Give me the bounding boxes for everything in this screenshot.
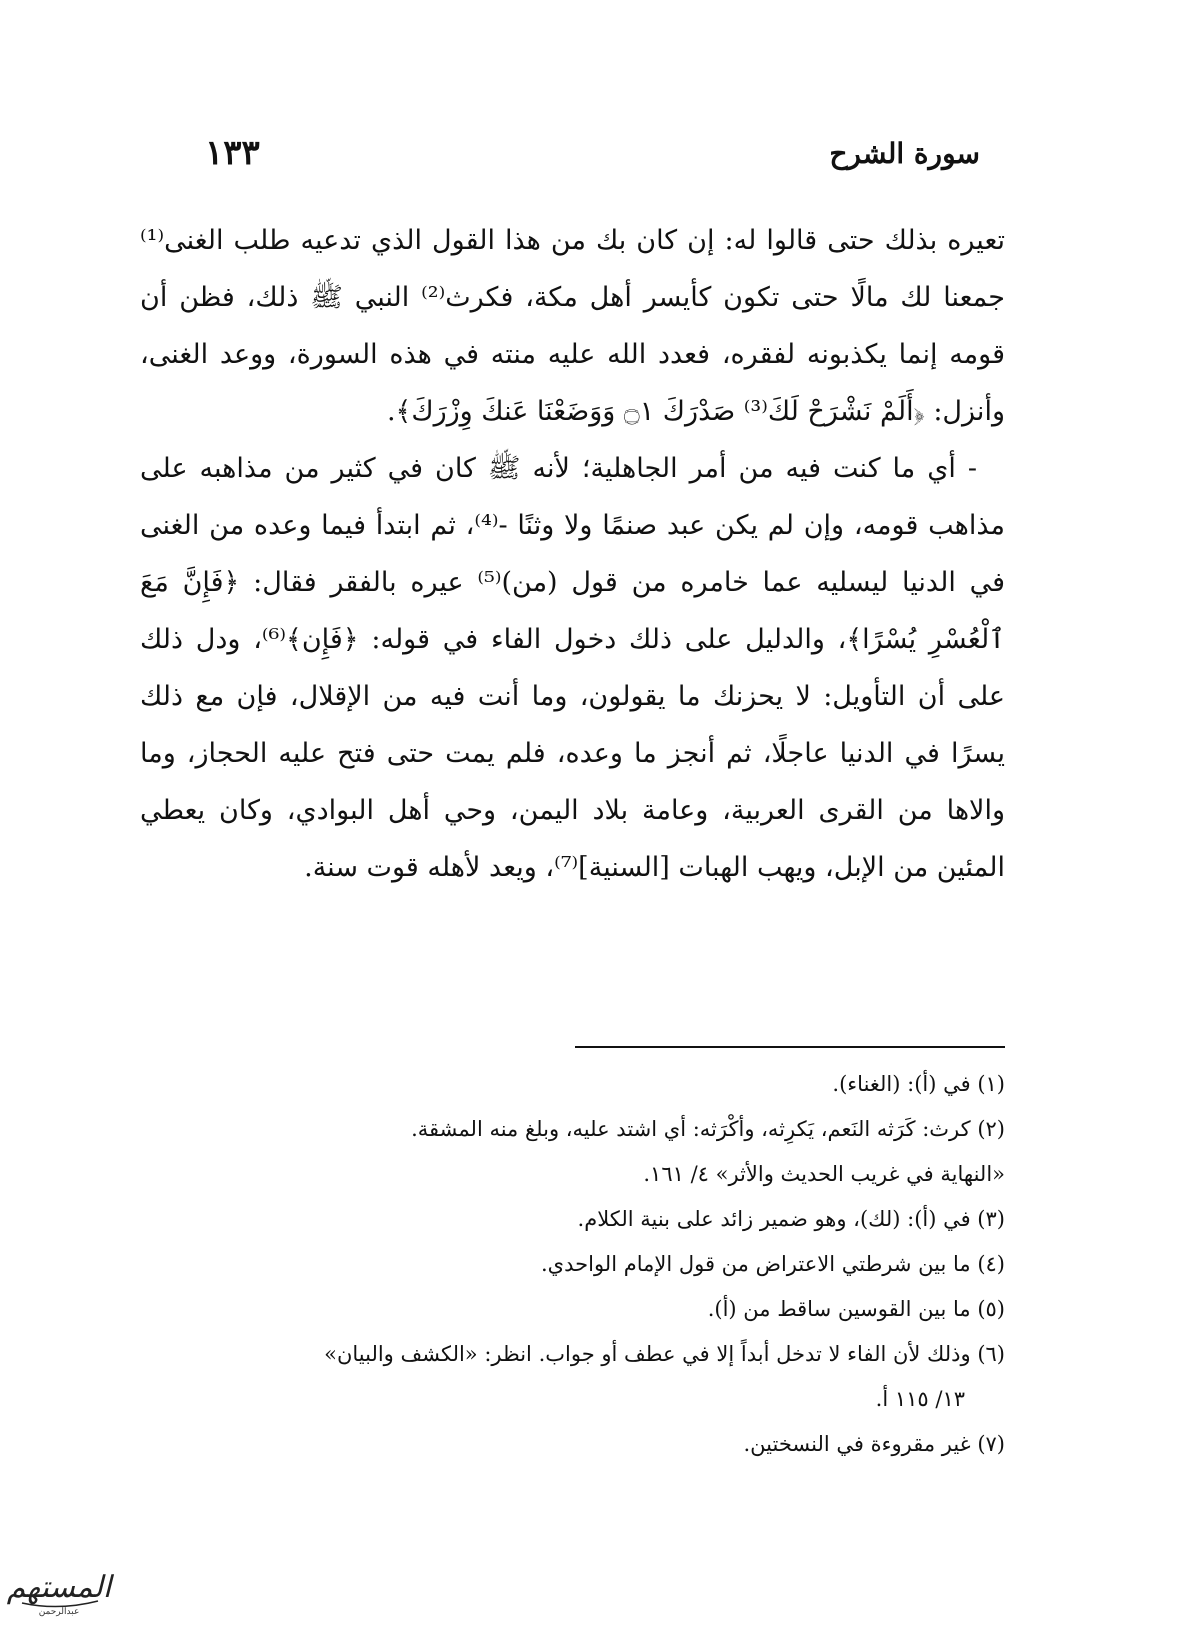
footnote-7: (٧) غير مقروءة في النسختين. bbox=[743, 1432, 1005, 1456]
footnote-2: (٢) كرث: كَرَثه النَعم، يَكرِثه، وأكْرَثه: أي اشتد عليه، وبلغ منه المشقة. bbox=[411, 1117, 1005, 1141]
main-text bbox=[140, 212, 1005, 896]
logo-small-text: عبدالرحمن bbox=[38, 1607, 80, 1617]
paragraph-1: تعيره بذلك حتى قالوا له: إن كان بك من هذا القول الذي تدعيه طلب الغنى⁽¹⁾ جمعنا لك مالًا حتى تكون كأيسر أهل مكة، فكرث⁽²⁾ النبي ﷺ ذلك، فظن أن قومه إنما يكذبونه لفقره، فعدد الله عليه منته في هذه السورة، ووعد الغنى، وأنزل: ﴿أَلَمْ نَشْرَحْ لَكَ⁽³⁾ صَدْرَكَ ۝١ وَوَضَعْنَا عَنكَ وِزْرَكَ﴾. bbox=[140, 225, 1005, 427]
page-header bbox=[205, 128, 980, 178]
surah-title: سورة الشرح bbox=[829, 136, 980, 170]
footnote-6: (٦) وذلك لأن الفاء لا تدخل أبداً إلا في عطف أو جواب. انظر: «الكشف والبيان» bbox=[324, 1342, 1005, 1366]
calligraphy-logo-icon bbox=[6, 1561, 112, 1611]
footnote-5: (٥) ما بين القوسين ساقط من (أ). bbox=[707, 1297, 1005, 1321]
footnote-3: (٣) في (أ): (لك)، وهو ضمير زائد على بنية الكلام. bbox=[577, 1207, 1005, 1231]
page-number: ١٣٣ bbox=[205, 133, 260, 173]
footnote-separator bbox=[575, 1046, 1005, 1048]
footnote-6-continuation: ١٣/ ١١٥ أ. bbox=[875, 1387, 965, 1411]
footnote-4: (٤) ما بين شرطتي الاعتراض من قول الإمام الواحدي. bbox=[541, 1252, 1005, 1276]
footnote-1: (١) في (أ): (الغناء). bbox=[832, 1072, 1005, 1096]
paragraph-2: - أي ما كنت فيه من أمر الجاهلية؛ لأنه ﷺ كان في كثير من مذاهبه على مذاهب قومه، وإن لم يكن عبد صنمًا ولا وثنًا -⁽⁴⁾، ثم ابتدأ فيما وعده من الغنى في الدنيا ليسليه عما خامره من قول (من)⁽⁵⁾ عيره بالفقر فقال: ﴿فَإِنَّ مَعَ ٱلْعُسْرِ يُسْرًا﴾، والدليل على ذلك دخول الفاء في قوله: ﴿فَإِن﴾⁽⁶⁾، ودل ذلك على أن التأويل: لا يحزنك ما يقولون، وما أنت فيه من الإقلال، فإن مع ذلك يسرًا في الدنيا عاجلًا، ثم أنجز ما وعده، فلم يمت حتى فتح عليه الحجاز، وما والاها من القرى العربية، وعامة بلاد اليمن، وحي أهل البوادي، وكان يعطي المئين من الإبل، ويهب الهبات [السنية]⁽⁷⁾، ويعد لأهله قوت سنة. bbox=[140, 453, 1005, 883]
logo-text: المستهم bbox=[6, 1570, 112, 1605]
publisher-logo bbox=[6, 1556, 112, 1622]
footnotes bbox=[150, 1062, 1005, 1467]
footnote-2-source: «النهاية في غريب الحديث والأثر» ٤/ ١٦١. bbox=[643, 1162, 1005, 1186]
